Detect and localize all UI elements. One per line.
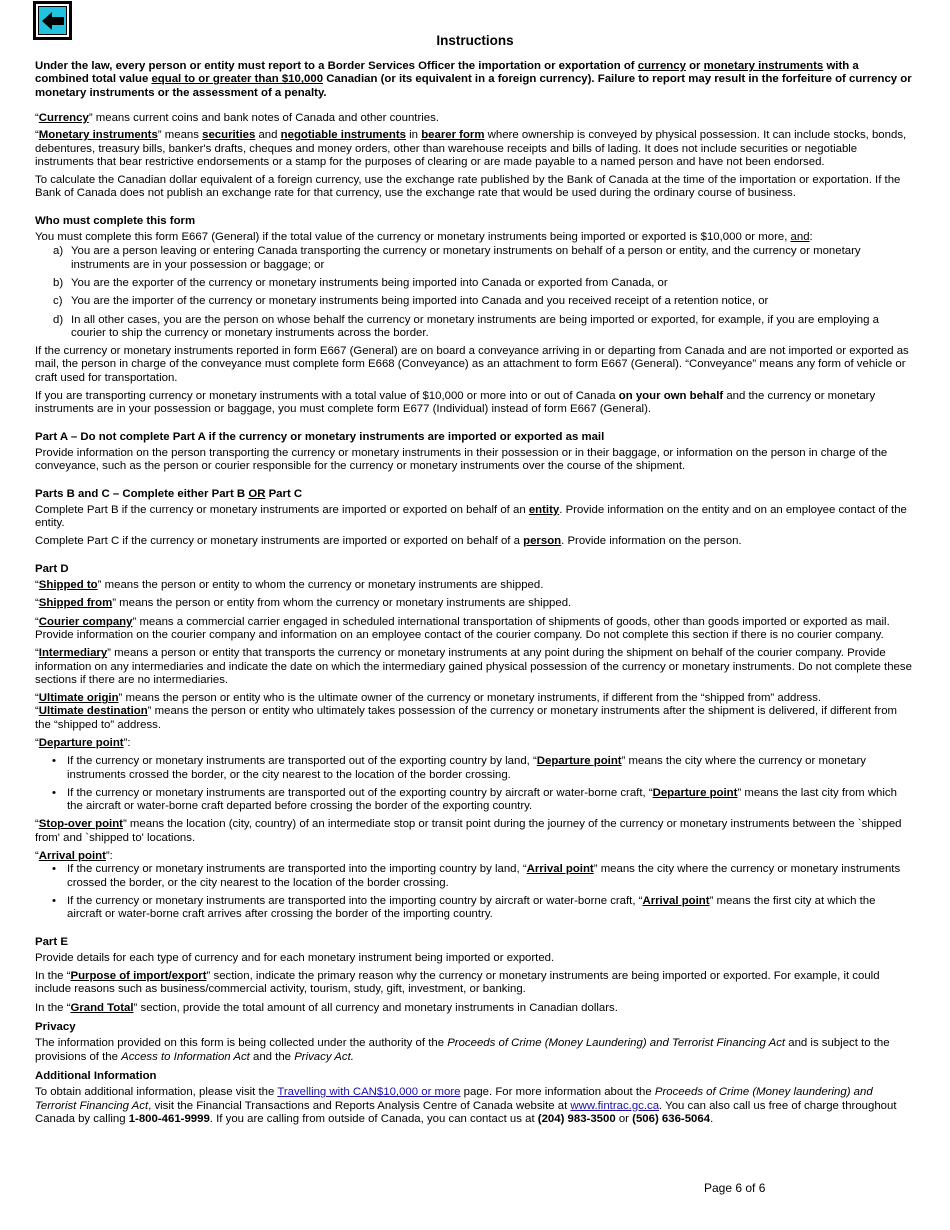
list-item-text: ” means the city where the currency or monetary instruments crossed the border, or the city nearest to the location of the border crossing. — [67, 863, 901, 889]
paragraph-text: In the “ — [35, 1001, 71, 1014]
definition-departure-point: “Departure point”: — [35, 736, 131, 749]
list-item-text: You are the exporter of the currency or monetary instruments being imported into Canada or exported from Canada, or — [71, 276, 668, 289]
paragraph-text: If you are transporting currency or monetary instruments with a total value of $10,000 or more into or out of Canada — [35, 390, 619, 403]
definition-shipped-from: “Shipped from” means the person or entity from whom the currency or monetary instruments are shipped. — [35, 597, 572, 610]
lead-text: You must complete this form E667 (General) if the total value of the currency or monetary instruments being imported or exported is $10,000 or more, — [35, 231, 791, 244]
term: person — [523, 535, 562, 548]
paragraph-text: Complete Part B if the currency or monetary instruments are imported or exported on behalf of an — [35, 503, 529, 516]
additional-info-paragraph — [35, 1086, 913, 1126]
instructions-body — [35, 112, 913, 1131]
paragraph-text: . — [710, 1112, 714, 1125]
part-b-text — [35, 504, 913, 531]
list-item — [35, 755, 913, 782]
definition-monetary-instruments: “Monetary instruments” means securities and negotiable instruments in bearer form where ownership is conveyed by physical possession. It can include stocks, bonds, debentures, treasury bills, banker's drafts, cheques and money orders, other than warehouse receipts and bills of lading. It does not include securities or negotiable instruments that bear restrictive endorsements or a stamp for the purposes of clearing or are made payable to a named person and have not been endorsed. — [35, 129, 907, 168]
definition-text: ”: — [123, 736, 131, 749]
phone-number: 1-800-461-9999 — [128, 1112, 210, 1125]
term: bearer form — [421, 129, 485, 142]
phone-number: (204) 983-3500 — [537, 1112, 616, 1125]
paragraph-text: and the — [249, 1050, 295, 1063]
list-marker: c) — [53, 295, 63, 308]
list-marker: b) — [53, 276, 64, 289]
heading-or: OR — [248, 487, 266, 500]
definition-text: ” means the person or entity from whom the currency or monetary instruments are shipped. — [112, 597, 572, 610]
definition-text: ”: — [105, 850, 113, 863]
term: Stop-over point — [38, 818, 123, 831]
definition-text: ” means the person or entity who is the ultimate owner of the currency or monetary instruments, if different from the “shipped from” address. — [118, 692, 822, 705]
definition-text: ” means the person or entity to whom the currency or monetary instruments are shipped. — [97, 579, 544, 592]
list-item — [35, 245, 913, 272]
list-item-text: In all other cases, you are the person on whose behalf the currency or monetary instruments are being imported or exported, for example, if you are employing a courier to ship the currency or monetary instruments across the border. — [71, 313, 879, 339]
departure-list — [35, 755, 913, 813]
term: Currency — [38, 112, 89, 124]
definition-text: ” means a commercial carrier engaged in scheduled international transportation of shipments of goods, other than goods imported or exported as mail. Provide information on the courier company and information on an employee contact of the courier company. Do not complete this section if there is no courier company. — [35, 615, 890, 641]
intro-text: or — [685, 60, 704, 72]
lead-colon: : — [809, 231, 813, 244]
definition-text: where ownership is conveyed by physical possession. It can include stocks, bonds, debentures, treasury bills, banker's drafts, cheques and money orders, other than warehouse receipts and bills of lading. It does not include securities or negotiable instruments that bear restrictive endorsements or a stamp for the purposes of clearing or are made payable to a named person and have not been endorsed. — [35, 129, 907, 168]
part-bc-heading — [35, 488, 913, 501]
term: entity — [528, 503, 560, 516]
term: Departure point — [38, 736, 124, 749]
term: negotiable instruments — [280, 129, 406, 142]
part-c-text — [35, 535, 913, 548]
travelling-link[interactable]: Travelling with CAN$10,000 or more — [277, 1086, 461, 1099]
definition-text: ” means the person or entity who ultimately takes possession of the currency or monetary instruments after the shipment is delivered, if different from the “shipped to” address. — [35, 705, 898, 731]
page-title: Instructions — [436, 33, 514, 48]
term: Ultimate origin — [38, 692, 119, 705]
paragraph-text: To obtain additional information, please visit the — [35, 1086, 278, 1099]
paragraph-text: or — [615, 1112, 633, 1125]
purpose-paragraph — [35, 970, 913, 997]
list-item — [35, 314, 913, 341]
part-d-heading: Part D — [35, 562, 69, 575]
paragraph-text: and is subject to the provisions of the — [35, 1037, 890, 1063]
arrival-list — [35, 863, 913, 921]
part-e-heading: Part E — [35, 935, 68, 948]
definition-text: ” means a person or entity that transports the currency or monetary instruments at any point during the shipment on behalf of the courier company. Provide information on any intermediaries and indicate the date on which the intermediary gained physical possession of the currency or monetary instruments. Do not complete these sections if there are no intermediaries. — [35, 647, 912, 686]
definition-ultimate-origin: “Ultimate origin” means the person or entity who is the ultimate owner of the currency or monetary instruments, if different from the “shipped from” address. — [35, 692, 822, 705]
paragraph-text: page. For more information about the — [460, 1086, 655, 1099]
definition-arrival-point: “Arrival point”: — [35, 850, 113, 863]
list-item-text: ” means the city where the currency or monetary instruments crossed the border, or the city nearest to the location of the border crossing. — [67, 755, 866, 781]
definition-currency: “Currency” means current coins and bank notes of Canada and other countries. — [35, 112, 439, 124]
paragraph-text: . Provide information on the entity and on an employee contact of the entity. — [35, 503, 907, 530]
list-item — [35, 895, 913, 922]
list-item — [35, 787, 913, 814]
definition-stop-over-point: “Stop-over point” means the location (city, country) of an intermediate stop or transit point during the journey of the currency or monetary instruments between the `shipped from' and `shipped to' locations. — [35, 818, 902, 844]
page-number: Page 6 of 6 — [704, 1181, 766, 1195]
definition-shipped-to: “Shipped to” means the person or entity to whom the currency or monetary instruments are shipped. — [35, 579, 544, 592]
list-item-text: If the currency or monetary instruments are transported into the importing country by land, “ — [67, 863, 527, 876]
exchange-rate-paragraph: To calculate the Canadian dollar equivalent of a foreign currency, use the exchange rate published by the Bank of Canada at the time of the importation or exportation. If the Bank of Canada does not publish an exchange rate for that currency, use the exchange rate that would be used during the ordinary course of business. — [35, 174, 901, 200]
term: Arrival point — [642, 894, 710, 907]
definition-text: ” means current coins and bank notes of Canada and other countries. — [88, 112, 439, 124]
paragraph-text: ” section, provide the total amount of all currency and monetary instruments in Canadian dollars. — [133, 1001, 618, 1014]
paragraph-text: , visit the Financial Transactions and Reports Analysis Centre of Canada website at — [148, 1099, 571, 1112]
act-title: Proceeds of Crime (Money laundering) and Terrorist Financing Act — [35, 1086, 873, 1112]
conveyance-paragraph: If the currency or monetary instruments reported in form E667 (General) are on board a conveyance arriving in or departing from Canada and are not imported or exported as mail, the person in charge of the conveyance must complete form E668 (Conveyance) as an attachment to form E667 (General). “Conveyance” means any form of vehicle or craft used for transportation. — [35, 345, 909, 384]
term: Purpose of import/export — [70, 970, 207, 983]
term: Courier company — [38, 615, 133, 628]
definition-intermediary: “Intermediary” means a person or entity that transports the currency or monetary instruments at any point during the shipment on behalf of the courier company. Provide information on any intermediaries and indicate the date on which the intermediary gained physical possession of the currency or monetary instruments. Do not complete these sections if there are no intermediaries. — [35, 647, 912, 686]
term: securities — [202, 129, 256, 142]
term: Intermediary — [38, 647, 108, 660]
heading-text: Parts B and C – Complete either Part B — [35, 487, 249, 500]
list-item — [35, 277, 913, 290]
list-item-text: If the currency or monetary instruments are transported into the importing country by aircraft or water-borne craft, “ — [67, 894, 643, 907]
term: Ultimate destination — [38, 705, 148, 718]
legal-notice — [35, 60, 913, 100]
term-currency: currency — [637, 60, 686, 72]
paragraph-text: . Provide information on the person. — [561, 535, 742, 548]
act-title: Privacy Act. — [294, 1050, 354, 1063]
who-list — [35, 245, 913, 340]
list-item — [35, 863, 913, 890]
grand-total-paragraph — [35, 1002, 913, 1015]
definition-text: in — [405, 129, 422, 142]
term: Arrival point — [526, 863, 594, 876]
term: Departure point — [652, 786, 738, 799]
who-heading: Who must complete this form — [35, 214, 196, 227]
paragraph-text: . You can also call us free of charge throughout Canada by calling — [35, 1099, 897, 1125]
act-title: Access to Information Act — [121, 1050, 250, 1063]
term-monetary-instruments: monetary instruments — [703, 60, 824, 72]
paragraph-text: The information provided on this form is being collected under the authority of the — [35, 1037, 448, 1050]
paragraph-text: Complete Part C if the currency or monetary instruments are imported or exported on behalf of a — [35, 535, 524, 548]
paragraph-text: ” section, indicate the primary reason why the currency or monetary instruments are being imported or exported. For example, it could include reasons such as business/commercial activity, tourism, study, gift, investment, or banking. — [35, 970, 880, 996]
list-item-text: If the currency or monetary instruments are transported out of the exporting country by land, “ — [67, 755, 537, 768]
list-marker: d) — [53, 313, 64, 326]
who-lead — [35, 231, 913, 244]
list-marker: a) — [53, 245, 64, 258]
heading-text: Part C — [265, 487, 303, 500]
part-a-text: Provide information on the person transporting the currency or monetary instruments in their possession or in their baggage, or information on the person in charge of the conveyance, such as the person or courier responsible for the currency or monetary instruments over the course of the shipment. — [35, 446, 888, 473]
intro-text: with a combined total value — [35, 60, 859, 86]
privacy-paragraph — [35, 1037, 913, 1064]
phone-number: (506) 636-5064 — [632, 1112, 711, 1125]
list-item-text: You are a person leaving or entering Canada transporting the currency or monetary instruments on behalf of a person or entity, and the currency or monetary instruments are in your possession or baggage; or — [71, 245, 861, 271]
act-title: Proceeds of Crime (Money Laundering) and Terrorist Financing Act — [447, 1037, 786, 1050]
list-item — [35, 295, 913, 308]
term: Arrival point — [38, 850, 106, 863]
intro-text: Under the law, every person or entity must report to a Border Services Officer the importation or exportation of — [35, 60, 638, 72]
term: Monetary instruments — [38, 129, 158, 142]
threshold-text: equal to or greater than $10,000 — [151, 73, 324, 86]
list-item-text: If the currency or monetary instruments are transported out of the exporting country by aircraft or water-borne craft, “ — [67, 786, 653, 799]
list-item-text: You are the importer of the currency or monetary instruments being imported into Canada and you received receipt of a retention notice, or — [71, 295, 769, 308]
back-button-face[interactable] — [38, 6, 67, 35]
term: Grand Total — [70, 1001, 134, 1014]
paragraph-text: . If you are calling from outside of Canada, you can contact us at — [209, 1112, 538, 1125]
definition-text: and — [255, 129, 281, 142]
paragraph-text: In the “ — [35, 970, 71, 983]
left-arrow-icon — [40, 10, 66, 32]
term: Departure point — [536, 755, 622, 768]
definition-text: ” means the location (city, country) of an intermediate stop or transit point during the journey of the currency or monetary instruments between the `shipped from' and `shipped to' locations. — [35, 818, 902, 844]
part-e-text: Provide details for each type of currency and for each monetary instrument being imported or exported. — [35, 951, 555, 964]
definition-text: ” means — [157, 129, 203, 142]
list-item-text: ” means the first city at which the aircraft or water-borne craft arrives after crossing the border of the importing country. — [67, 894, 876, 921]
term: Shipped from — [38, 597, 113, 610]
definition-ultimate-destination: “Ultimate destination” means the person or entity who ultimately takes possession of the currency or monetary instruments after the shipment is delivered, if different from the “shipped to” address. — [35, 705, 898, 731]
own-behalf-paragraph — [35, 390, 913, 417]
fintrac-link[interactable]: www.fintrac.gc.ca — [570, 1099, 660, 1112]
additional-info-heading: Additional Information — [35, 1069, 157, 1082]
lead-and: and — [790, 231, 810, 244]
paragraph-text: and the currency or monetary instruments are in your possession or baggage, you must complete form E677 (Individual) instead of form E667 (General). — [35, 390, 876, 416]
emphasis: on your own behalf — [618, 390, 724, 403]
list-item-text: ” means the last city from which the aircraft or water-borne craft departed before crossing the border of the exporting country. — [67, 786, 897, 813]
term: Shipped to — [38, 579, 98, 592]
privacy-heading: Privacy — [35, 1021, 76, 1034]
definition-courier-company: “Courier company” means a commercial carrier engaged in scheduled international transportation of shipments of goods, other than goods imported or exported as mail. Provide information on the courier company and information on an employee contact of the courier company. Do not complete this section if there is no courier company. — [35, 615, 890, 641]
intro-text: Canadian (or its equivalent in a foreign currency). Failure to report may result in the forfeiture of currency or monetary instruments or the assessment of a penalty. — [35, 73, 912, 99]
part-a-heading: Part A – Do not complete Part A if the currency or monetary instruments are imported or exported as mail — [35, 430, 605, 443]
